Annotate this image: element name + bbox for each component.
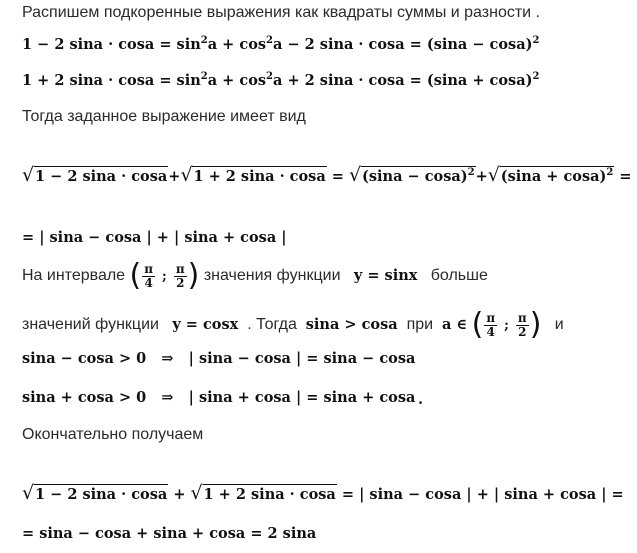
condition-2: sina + cosa > 0 ⇒ | sina + cosa | = sina + cosa — [22, 389, 416, 406]
condition-1: sina − cosa > 0 ⇒ | sina − cosa | = sina − cosa — [22, 350, 416, 367]
equation-4: = | sina − cosa | + | sina + cosa | — [22, 229, 287, 246]
dot: . — [418, 391, 424, 408]
interval-line: На интервале ( $\frac{\pi}{4}$ ; $\frac{\pi}{2}$ ) значения функции y = sinx больше — [22, 258, 488, 293]
sqrt-1: √ 1 − 2 sina · cosa — [22, 164, 168, 186]
finally-text: Окончательно получаем — [22, 426, 204, 443]
sqrt-6: √ 1 + 2 sina · cosa — [190, 482, 336, 504]
values-line: значений функции y = cosx . Тогда sina > cosa при a ∈ ( $\frac{\pi}{4}$ ; $\frac{\pi}{2}$ ) и — [22, 307, 564, 342]
equation-3: √ 1 − 2 sina · cosa+ √ 1 + 2 sina · cosa = √ $(\sin a - \cos a)^2+$ √ $(\sin a + \cos a)^2$ = — [22, 164, 632, 186]
interval-1: ( $\frac{\pi}{4}$ ; $\frac{\pi}{2}$ ) — [129, 258, 200, 293]
sqrt-3: √ $(\sin a - \cos a)^2$ — [349, 164, 475, 186]
sqrt-5: √ 1 − 2 sina · cosa — [22, 482, 168, 504]
intro-text: Распишем подкоренные выражения как квадраты суммы и разности . — [22, 4, 540, 21]
equation-2: 1 + 2 $\sin a \cdot \cos a = \sin^2a + \cos^2a + 2$ $\sin a \cdot \cos a = (\sin a + \cos a)^2$ — [22, 71, 540, 89]
then-text: Тогда заданное выражение имеет вид — [22, 108, 306, 125]
sqrt-4: √ $(\sin a + \cos a)^2$ — [487, 164, 614, 186]
sqrt-2: √ 1 + 2 sina · cosa — [180, 164, 326, 186]
final-equation-1: √ 1 − 2 sina · cosa + √ 1 + 2 sina · cosa = | sina − cosa | + | sina + cosa | = — [22, 482, 624, 504]
equation-1: 1 − 2 $\sin a \cdot \cos a = \sin^2a + \cos^2a - 2$ $\sin a \cdot \cos a = (\sin a - \cos a)^2$ — [22, 35, 540, 53]
interval-2: ( $\frac{\pi}{4}$ ; $\frac{\pi}{2}$ ) — [471, 307, 542, 342]
final-equation-2: = sina − cosa + sina + cosa = 2 sina — [22, 525, 317, 542]
